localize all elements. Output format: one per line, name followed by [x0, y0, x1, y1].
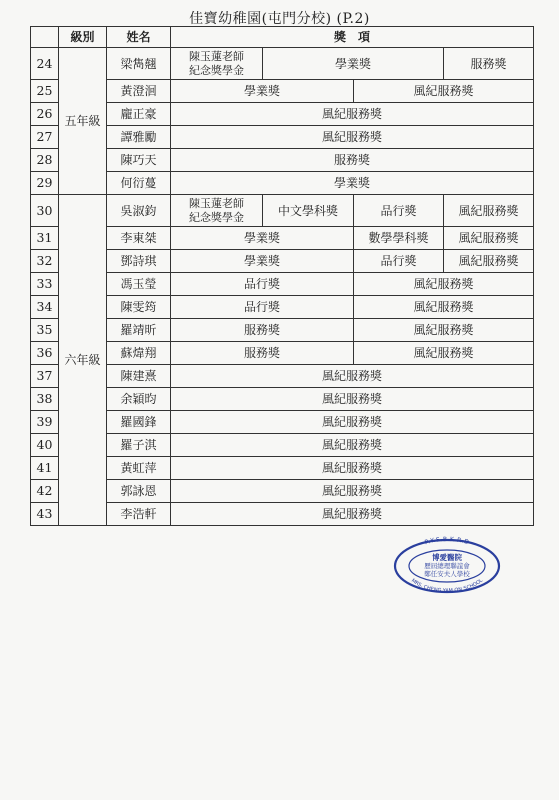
- award-cell: 風紀服務獎: [171, 126, 534, 149]
- award-cell: 學業獎: [263, 48, 444, 80]
- award-cell: 風紀服務獎: [171, 457, 534, 480]
- award-cell: 風紀服務獎: [354, 342, 534, 365]
- award-cell: 風紀服務獎: [171, 411, 534, 434]
- award-cell: 風紀服務獎: [354, 273, 534, 296]
- award-cell: 服務獎: [171, 149, 534, 172]
- student-name: 羅國鋒: [107, 411, 171, 434]
- award-cell: 風紀服務獎: [354, 319, 534, 342]
- award-cell: 品行獎: [354, 250, 444, 273]
- table-row: [31, 319, 534, 342]
- row-number: 32: [31, 250, 59, 273]
- table-row: [31, 172, 534, 195]
- header-grade: 級別: [59, 27, 107, 48]
- header-name: 姓名: [107, 27, 171, 48]
- row-number: 28: [31, 149, 59, 172]
- student-name: 余穎昀: [107, 388, 171, 411]
- award-cell: 風紀服務獎: [444, 227, 534, 250]
- table-row: [31, 227, 534, 250]
- row-number: 34: [31, 296, 59, 319]
- row-number: 38: [31, 388, 59, 411]
- award-cell: 風紀服務獎: [354, 296, 534, 319]
- table-row: [31, 342, 534, 365]
- student-name: 陳建熹: [107, 365, 171, 388]
- table-header-row: [31, 27, 534, 48]
- row-number: 29: [31, 172, 59, 195]
- grade-cell: 五年級: [59, 48, 107, 195]
- table-row: [31, 296, 534, 319]
- award-cell: 數學學科獎: [354, 227, 444, 250]
- student-name: 陳巧天: [107, 149, 171, 172]
- student-name: 陳雯筠: [107, 296, 171, 319]
- award-cell: 服務獎: [171, 342, 354, 365]
- row-number: 30: [31, 195, 59, 227]
- award-cell: 風紀服務獎: [354, 80, 534, 103]
- header-awards: 獎 項: [171, 27, 534, 48]
- row-number: 25: [31, 80, 59, 103]
- student-name: 李浩軒: [107, 503, 171, 526]
- student-name: 黃澄洄: [107, 80, 171, 103]
- student-name: 羅靖昕: [107, 319, 171, 342]
- award-cell: 風紀服務獎: [444, 195, 534, 227]
- table-row: [31, 411, 534, 434]
- page-title: 佳寶幼稚園(屯門分校) (P.2): [189, 11, 370, 27]
- student-name: 譚雅勵: [107, 126, 171, 149]
- award-cell: 中文學科獎: [263, 195, 354, 227]
- award-cell: 服務獎: [444, 48, 534, 80]
- student-name: 吳淑鈞: [107, 195, 171, 227]
- award-cell: 品行獎: [171, 273, 354, 296]
- table-row: [31, 48, 534, 80]
- student-name: 郭詠恩: [107, 480, 171, 503]
- table-row: [31, 457, 534, 480]
- table-row: [31, 103, 534, 126]
- student-name: 蘇煒翔: [107, 342, 171, 365]
- row-number: 31: [31, 227, 59, 250]
- grade-cell: 六年級: [59, 195, 107, 526]
- seal-line-2: 歷屆總理聯誼會: [424, 562, 470, 570]
- row-number: 39: [31, 411, 59, 434]
- student-name: 馮玉瑩: [107, 273, 171, 296]
- seal-bottom-text: MRS. CHENG YAM ON SCHOOL: [409, 577, 485, 594]
- row-number: 36: [31, 342, 59, 365]
- student-name: 何衍蔓: [107, 172, 171, 195]
- award-cell: 品行獎: [171, 296, 354, 319]
- table-row: [31, 195, 534, 227]
- row-number: 40: [31, 434, 59, 457]
- award-cell: 風紀服務獎: [171, 365, 534, 388]
- award-cell: 風紀服務獎: [171, 480, 534, 503]
- table-row: [31, 250, 534, 273]
- table-row: [31, 388, 534, 411]
- student-name: 羅子淇: [107, 434, 171, 457]
- award-cell: 學業獎: [171, 172, 534, 195]
- table-row: [31, 126, 534, 149]
- row-number: 33: [31, 273, 59, 296]
- seal-line-3: 鄭任安夫人學校: [424, 570, 470, 578]
- student-name: 龐正豪: [107, 103, 171, 126]
- row-number: 26: [31, 103, 59, 126]
- table-row: [31, 503, 534, 526]
- award-cell: 風紀服務獎: [171, 434, 534, 457]
- award-cell: 風紀服務獎: [171, 103, 534, 126]
- award-cell: 陳玉蓮老師 紀念獎學金: [171, 195, 263, 227]
- table-row: [31, 365, 534, 388]
- award-cell: 學業獎: [171, 80, 354, 103]
- award-cell: 學業獎: [171, 227, 354, 250]
- award-cell: 品行獎: [354, 195, 444, 227]
- row-number: 43: [31, 503, 59, 526]
- school-seal: [392, 536, 502, 594]
- award-cell: 陳玉蓮老師 紀念獎學金: [171, 48, 263, 80]
- student-name: 黃虹萍: [107, 457, 171, 480]
- table-row: [31, 273, 534, 296]
- header-no: [31, 27, 59, 48]
- row-number: 37: [31, 365, 59, 388]
- student-name: 鄧詩琪: [107, 250, 171, 273]
- row-number: 24: [31, 48, 59, 80]
- student-name: 梁雋翹: [107, 48, 171, 80]
- row-number: 35: [31, 319, 59, 342]
- table-row: [31, 80, 534, 103]
- row-number: 42: [31, 480, 59, 503]
- seal-top-text: P.Y.S.B.K.R.D: [423, 536, 471, 547]
- student-name: 李東桀: [107, 227, 171, 250]
- table-row: [31, 149, 534, 172]
- row-number: 41: [31, 457, 59, 480]
- award-cell: 學業獎: [171, 250, 354, 273]
- table-row: [31, 434, 534, 457]
- award-cell: 風紀服務獎: [444, 250, 534, 273]
- award-cell: 風紀服務獎: [171, 388, 534, 411]
- award-cell: 風紀服務獎: [171, 503, 534, 526]
- awards-table: [30, 26, 534, 526]
- table-row: [31, 480, 534, 503]
- award-cell: 服務獎: [171, 319, 354, 342]
- seal-line-1: 博愛醫院: [432, 553, 462, 562]
- row-number: 27: [31, 126, 59, 149]
